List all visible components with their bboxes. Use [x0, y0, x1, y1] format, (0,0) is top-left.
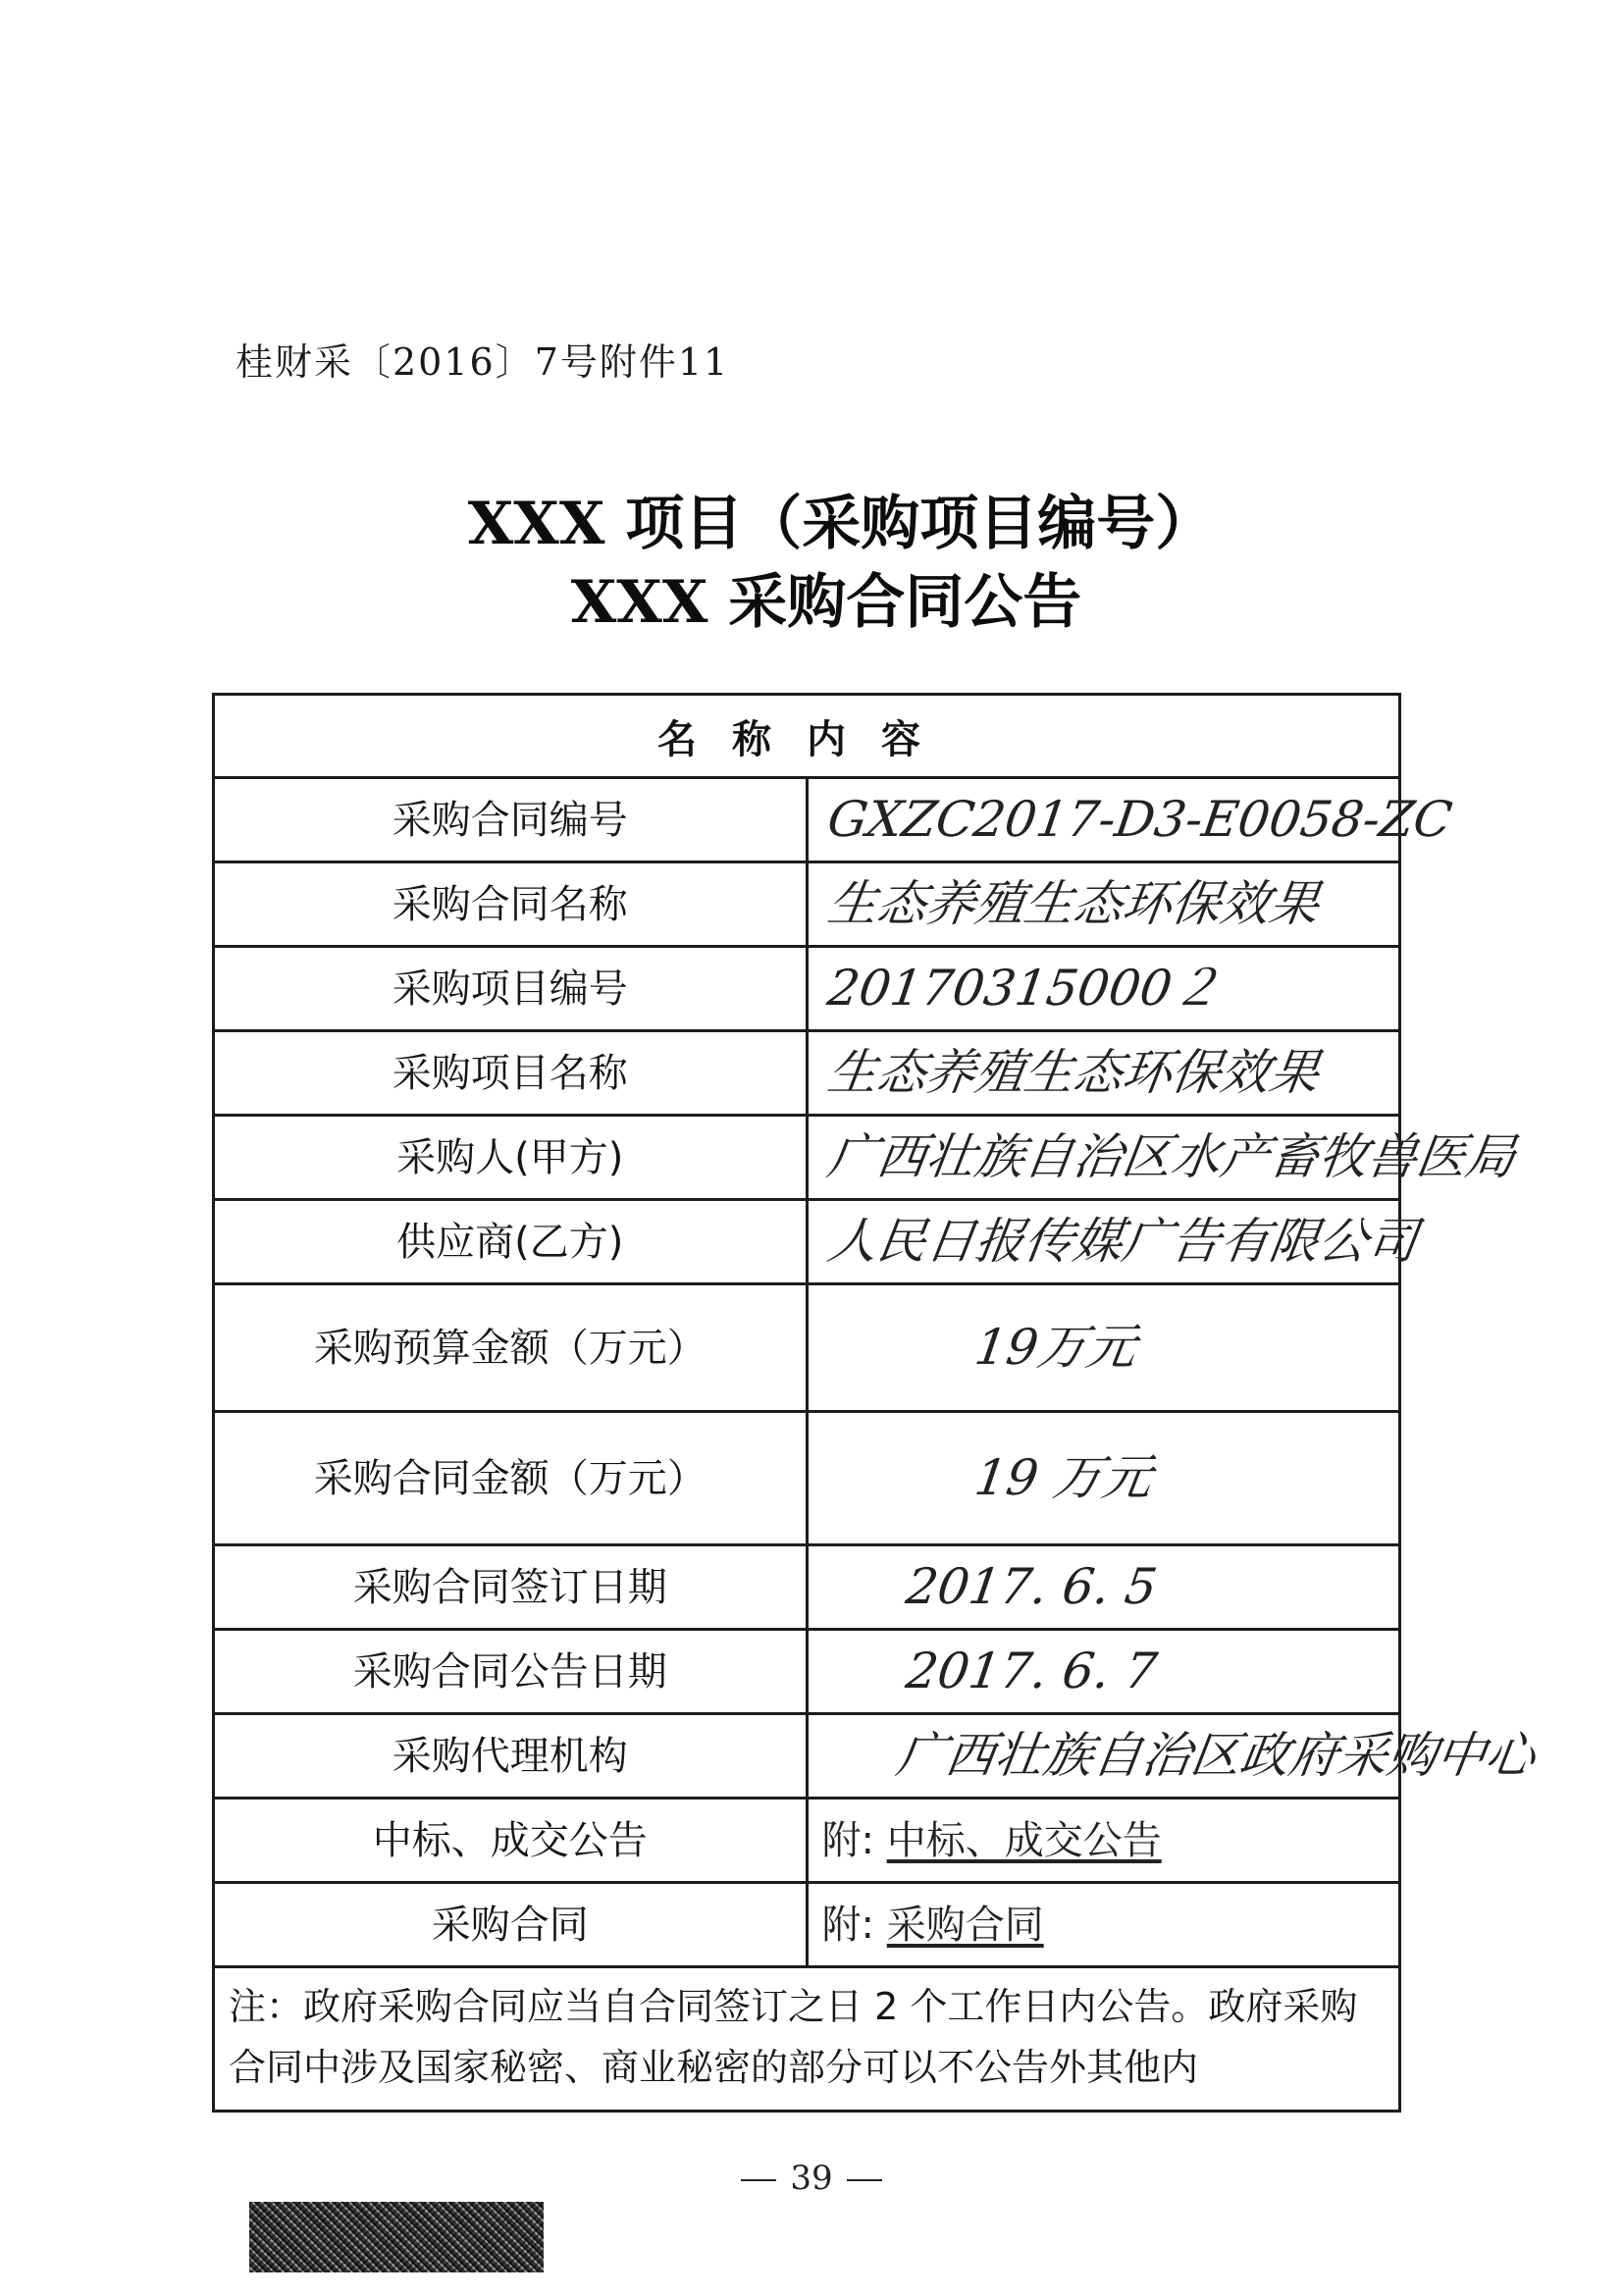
handwritten-value: 人民日报传媒广告有限公司	[823, 1213, 1421, 1270]
table-row	[214, 1284, 1400, 1412]
row-label: 采购合同	[214, 1883, 808, 1967]
handwritten-value: 19万元	[970, 1319, 1140, 1376]
handwritten-value: GXZC2017-D3-E0058-ZC	[823, 791, 1455, 848]
row-label: 采购合同公告日期	[214, 1630, 808, 1714]
row-label: 采购合同名称	[214, 862, 808, 947]
table-row	[214, 1799, 1400, 1883]
table-header: 名称内容	[214, 695, 1400, 778]
attach-prefix: 附:	[821, 1817, 874, 1863]
row-value	[807, 1799, 1400, 1883]
row-label: 采购合同金额（万元）	[214, 1412, 808, 1545]
row-value	[807, 1630, 1400, 1714]
handwritten-value: 广西壮族自治区政府采购中心	[892, 1727, 1539, 1784]
handwritten-value: 20170315000２	[823, 960, 1225, 1017]
row-value	[807, 1714, 1539, 1799]
row-label: 采购代理机构	[214, 1714, 808, 1799]
row-value	[807, 1031, 1400, 1116]
table-header-row	[214, 695, 1400, 778]
row-label: 供应商(乙方)	[214, 1200, 808, 1284]
note-text: 注：政府采购合同应当自合同签订之日 2 个工作日内公告。政府采购合同中涉及国家秘密、商业秘密的部分可以不公告外其他内	[214, 1967, 1400, 2112]
table-row	[214, 1883, 1400, 1967]
attach-prefix: 附:	[821, 1902, 874, 1948]
table-row	[214, 1545, 1400, 1630]
title-line-2: XXX 采购合同公告	[570, 568, 1082, 637]
contract-notice-table	[212, 693, 1539, 2113]
table-row	[214, 1031, 1400, 1116]
row-label: 采购项目名称	[214, 1031, 808, 1116]
row-value	[807, 1412, 1400, 1545]
redacted-block	[249, 2202, 544, 2272]
table-row	[214, 1630, 1400, 1714]
row-value	[807, 1284, 1400, 1412]
row-label: 采购预算金额（万元）	[214, 1284, 808, 1412]
row-value	[807, 1200, 1421, 1284]
handwritten-value: 广西壮族自治区水产畜牧兽医局	[823, 1128, 1519, 1185]
page-number-value: 39	[790, 2159, 833, 2198]
row-value	[807, 862, 1400, 947]
dash-decoration	[847, 2179, 882, 2181]
row-value	[807, 947, 1400, 1031]
row-value	[807, 778, 1455, 862]
row-label: 采购合同编号	[214, 778, 808, 862]
table-row	[214, 862, 1400, 947]
row-label: 中标、成交公告	[214, 1799, 808, 1883]
row-label: 采购项目编号	[214, 947, 808, 1031]
table-row	[214, 947, 1400, 1031]
table-row	[214, 1116, 1400, 1200]
table-row	[214, 1714, 1400, 1799]
table-row	[214, 778, 1400, 862]
row-label: 采购人(甲方)	[214, 1116, 808, 1200]
row-value	[807, 1545, 1400, 1630]
table-row	[214, 1412, 1400, 1545]
contract-link[interactable]: 采购合同	[886, 1902, 1044, 1948]
handwritten-value: 2017. 6. 5	[902, 1558, 1161, 1615]
title-line-1: XXX 项目（采购项目编号）	[467, 490, 1215, 558]
page-number	[0, 2159, 1623, 2198]
handwritten-value: 2017. 6. 7	[902, 1643, 1161, 1699]
handwritten-value: 19 万元	[970, 1449, 1156, 1506]
row-label: 采购合同签订日期	[214, 1545, 808, 1630]
bid-award-notice-link[interactable]: 中标、成交公告	[886, 1817, 1162, 1863]
note-row	[214, 1967, 1400, 2112]
row-value	[807, 1883, 1400, 1967]
dash-decoration	[741, 2179, 776, 2181]
row-value	[807, 1116, 1519, 1200]
handwritten-value: 生态养殖生态环保效果	[823, 1044, 1323, 1101]
handwritten-value: 生态养殖生态环保效果	[823, 875, 1323, 932]
table-row	[214, 1200, 1400, 1284]
document-reference: 桂财采〔2016〕7号附件11	[236, 340, 730, 384]
